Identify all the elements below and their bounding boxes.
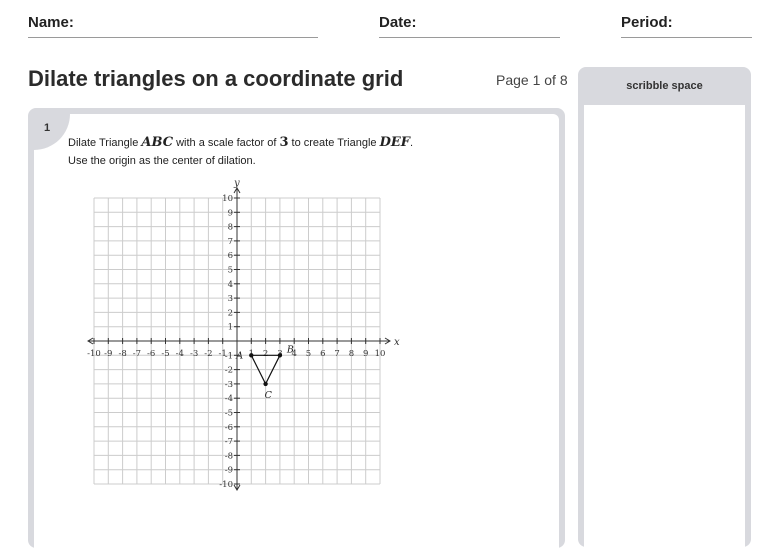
x-tick-label: -3	[189, 349, 199, 359]
vertex-b-label: B	[286, 344, 294, 356]
y-tick-label: 6	[227, 251, 233, 262]
y-tick-label: -2	[224, 365, 233, 376]
scribble-label: scribble space	[626, 80, 703, 92]
y-tick-label: -7	[224, 437, 233, 448]
y-tick-label: 9	[227, 208, 233, 219]
y-tick-label: 5	[227, 265, 233, 276]
y-tick-label: -10	[219, 480, 233, 490]
date-label: Date:	[379, 14, 417, 31]
x-tick-label: 8	[348, 349, 355, 359]
scale-factor: 3	[279, 135, 289, 150]
prompt-text-a: Dilate Triangle	[68, 137, 142, 149]
x-tick-label: 5	[305, 349, 312, 359]
x-tick-label: -5	[161, 349, 170, 359]
vertex-c-point	[263, 382, 267, 386]
y-tick-label: 1	[227, 322, 233, 333]
prompt-text-c: to create Triangle	[288, 137, 380, 149]
y-tick-label: -9	[224, 465, 233, 476]
y-axis-label: y	[234, 178, 240, 189]
x-tick-label: -7	[132, 349, 142, 359]
x-tick-label: 9	[362, 349, 369, 359]
x-tick-label: 7	[334, 349, 340, 359]
vertex-b-point	[278, 353, 282, 357]
x-tick-label: -4	[175, 349, 184, 359]
y-tick-label: -8	[224, 451, 233, 462]
scribble-panel	[578, 67, 751, 547]
x-tick-label: -2	[204, 349, 213, 359]
question-number: 1	[44, 122, 51, 134]
x-tick-label: 10	[374, 349, 386, 359]
y-tick-label: -6	[224, 422, 233, 433]
y-tick-label: 4	[227, 279, 233, 290]
y-tick-label: -4	[224, 394, 233, 405]
page-indicator: Page 1 of 8	[496, 72, 568, 88]
x-tick-label: -9	[104, 349, 113, 359]
x-axis-label: x	[394, 337, 400, 348]
x-tick-label: -1	[218, 349, 227, 359]
x-tick-label: -10	[87, 349, 101, 359]
prompt-line-2: Use the origin as the center of dilation.	[68, 155, 256, 167]
y-tick-label: -5	[224, 408, 233, 419]
triangle-def-label: DEF	[379, 135, 411, 150]
x-tick-label: 4	[291, 349, 297, 359]
y-tick-label: 10	[222, 194, 233, 204]
prompt-text-b: with a scale factor of	[173, 137, 280, 149]
y-tick-label: -1	[224, 351, 233, 362]
vertex-a-point	[249, 353, 253, 357]
y-tick-label: 8	[227, 222, 233, 233]
y-tick-label: 2	[227, 308, 233, 319]
x-tick-label: 6	[320, 349, 326, 359]
period-label: Period:	[621, 14, 673, 31]
y-tick-label: -3	[224, 379, 233, 390]
vertex-c-label: C	[264, 389, 272, 401]
scribble-area[interactable]	[584, 105, 745, 547]
y-tick-label: 3	[227, 294, 233, 305]
x-tick-label: 2	[262, 349, 269, 359]
x-tick-label: -8	[118, 349, 127, 359]
page-title: Dilate triangles on a coordinate grid	[28, 66, 404, 91]
y-tick-label: 7	[227, 236, 233, 247]
prompt-text-d: .	[410, 137, 414, 149]
vertex-a-label: A	[236, 350, 244, 362]
x-tick-label: -6	[147, 349, 156, 359]
triangle-abc-label: ABC	[141, 135, 174, 150]
name-label: Name:	[28, 14, 74, 31]
